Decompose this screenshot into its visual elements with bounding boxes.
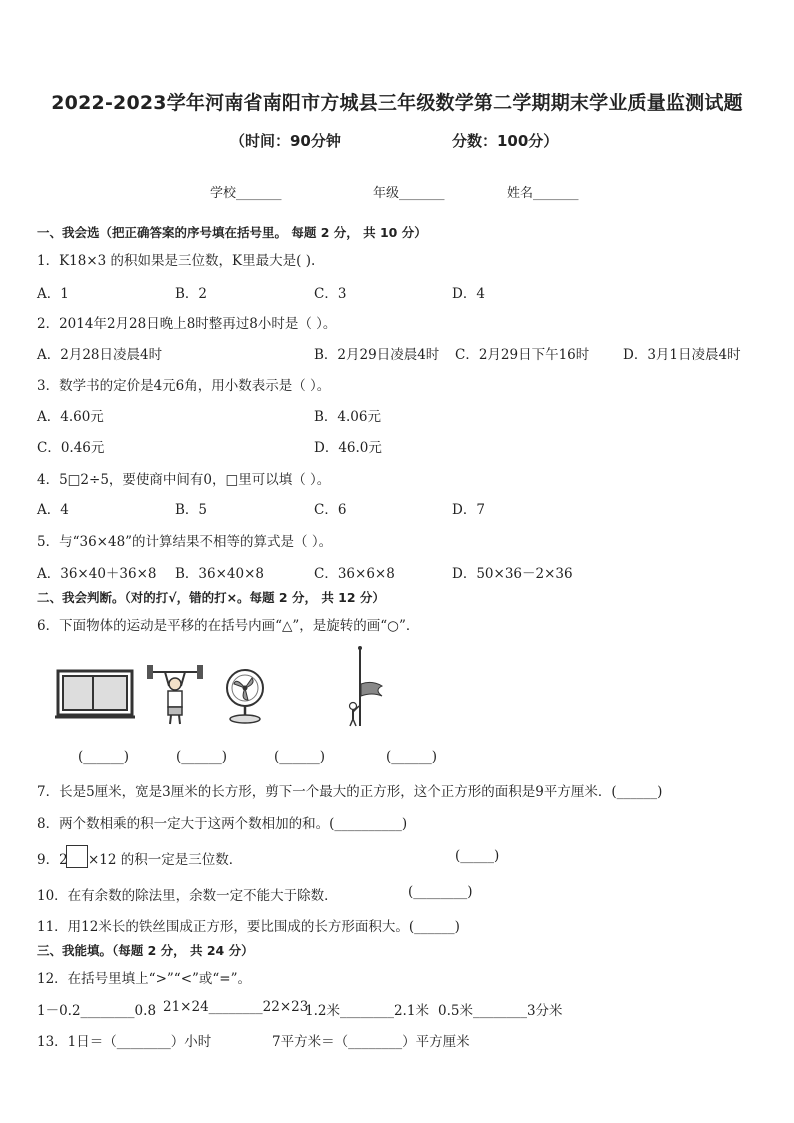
q3-option-a: A．4.60元 [37,409,104,425]
q10-stem: 10．在有余数的除法里，余数一定不能大于除数． [37,888,338,904]
flag-raising-illustration [340,644,386,728]
q12-item-2: 21×24________22×23 [163,999,309,1015]
q5-option-a: A．36×40＋36×8 [37,566,157,582]
q6-stem: 6．下面物体的运动是平移的在括号内画“△”，是旋转的画“○”． [37,618,420,634]
q2-option-d: D．3月1日凌晨4时 [623,347,741,363]
grade-field: 年级_______ [373,186,445,201]
q9-prefix: 9．2 [37,852,68,868]
q13-part-a: 13．1日＝（________）小时 [37,1034,212,1050]
q4-option-b: B．5 [175,502,208,518]
weightlifter-illustration [145,660,205,726]
q3-stem: 3．数学书的定价是4元6角，用小数表示是（ ）。 [37,378,331,394]
q2-option-a: A．2月28日凌晨4时 [37,347,163,363]
q4-option-a: A．4 [37,502,69,518]
q5-option-c: C．36×6×8 [314,566,395,582]
q2-option-c: C．2月29日下午16时 [455,347,590,363]
q1-stem: 1．K18×3 的积如果是三位数，K里最大是( ). [37,253,316,269]
name-field: 姓名_______ [507,186,579,201]
q10-blank[interactable]: (________) [408,884,473,900]
q9-digit-box[interactable] [66,845,88,868]
q9-suffix: ×12 的积一定是三位数． [88,852,243,868]
q1-option-b: B．2 [175,286,208,302]
q4-stem: 4．5□2÷5，要使商中间有0，□里可以填（ ）。 [37,472,331,488]
q12-item-4: 0.5米________3分米 [438,1003,563,1019]
q1-option-c: C．3 [314,286,347,302]
electric-fan-illustration [222,666,268,724]
q1-option-d: D．4 [452,286,485,302]
section2-header: 二、我会判断。（对的打√，错的打×。每题 2 分， 共 12 分） [37,590,385,605]
q4-option-c: C．6 [314,502,347,518]
q12-stem: 12．在括号里填上“>”“<”或“=”。 [37,971,252,987]
q2-stem: 2．2014年2月28日晚上8时整再过8小时是（ ）。 [37,316,337,332]
q3-option-b: B．4.06元 [314,409,381,425]
q12-item-1: 1－0.2________0.8 [37,1003,157,1019]
q6-blank-fan[interactable]: (______) [274,749,326,765]
q7-stem: 7．长是5厘米，宽是3厘米的长方形，剪下一个最大的正方形，这个正方形的面积是9平方厘米．(______) [37,784,663,800]
window-sliding-illustration [55,668,135,720]
q4-option-d: D．7 [452,502,485,518]
section3-header: 三、我能填。（每题 2 分， 共 24 分） [37,943,254,958]
q6-blank-weightlifter[interactable]: (______) [176,749,228,765]
q2-option-b: B．2月29日凌晨4时 [314,347,440,363]
score-label: 分数：100分） [452,132,559,150]
q13-part-b: 7平方米＝（________）平方厘米 [272,1034,470,1050]
q11-stem: 11．用12米长的铁丝围成正方形，要比围成的长方形面积大。(______) [37,919,460,935]
q5-option-d: D．50×36－2×36 [452,566,573,582]
q6-blank-window[interactable]: (______) [78,749,130,765]
q3-option-c: C．0.46元 [37,440,105,456]
q5-option-b: B．36×40×8 [175,566,264,582]
q3-option-d: D．46.0元 [314,440,382,456]
section1-header: 一、我会选（把正确答案的序号填在括号里。 每题 2 分， 共 10 分） [37,225,427,240]
q9-blank[interactable]: (_____) [455,848,500,864]
page-title: 2022-2023学年河南省南阳市方城县三年级数学第二学期期末学业质量监测试题 [51,92,743,114]
q8-stem: 8．两个数相乘的积一定大于这两个数相加的和。(__________) [37,816,408,832]
q1-option-a: A．1 [37,286,69,302]
time-label: （时间：90分钟 [230,132,341,150]
q12-item-3: 1.2米________2.1米 [305,1003,429,1019]
q6-blank-flag[interactable]: (______) [386,749,438,765]
q5-stem: 5．与“36×48”的计算结果不相等的算式是（ ）。 [37,534,333,550]
school-field: 学校_______ [210,186,282,201]
